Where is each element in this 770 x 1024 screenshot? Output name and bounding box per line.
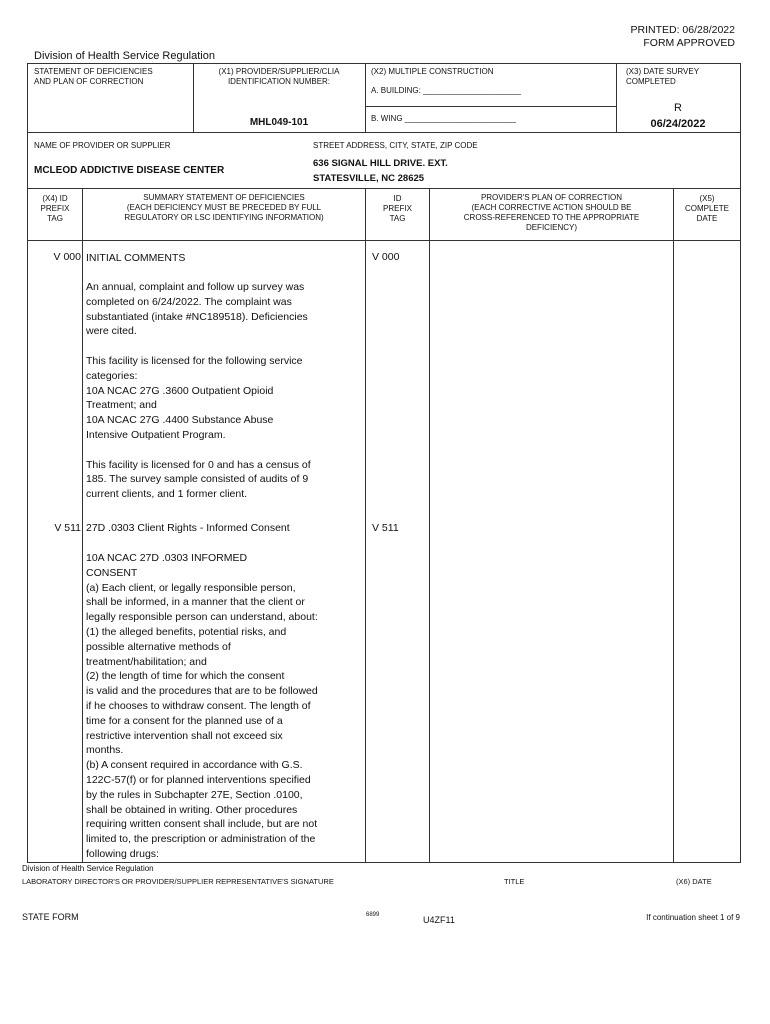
- entry-tag: V 000: [53, 251, 81, 263]
- division-title: Division of Health Service Regulation: [34, 50, 215, 62]
- printed-date: PRINTED: 06/28/2022: [630, 24, 735, 36]
- wing-label: B. WING _________________________: [371, 114, 517, 123]
- x2-label: (X2) MULTIPLE CONSTRUCTION: [371, 67, 494, 76]
- entry-body: 10A NCAC 27D .0303 INFORMED CONSENT (a) Each client, or legally responsible person, shall be informed, in a manner that the client or legally responsible person can understand, about: (1) the alleged benefits, potential risks, and possible alternative methods of treatment/habilitation; and (2) the length of time for which the consent is valid and the procedures that are to be followed if he chooses to withdraw consent. The length of time for a consent for the planned use of a restrictive intervention shall not exceed six months. (b) A consent required in accordance with G.S. 122C-57(f) or for planned interventions specified by the rules in Subchapter 27E, Section .0100, shall be obtained in writing. Other procedures requiring written consent shall include, but are not limited to, the prescription or administration of the following drugs:: [86, 552, 318, 860]
- x3-label: (X3) DATE SURVEY COMPLETED: [626, 67, 700, 86]
- col-summary-header: SUMMARY STATEMENT OF DEFICIENCIES (EACH DEFICIENCY MUST BE PRECEDED BY FULL REGULATORY OR LSC IDENTIFYING INFORMATION): [124, 193, 324, 222]
- address-label: STREET ADDRESS, CITY, STATE, ZIP CODE: [313, 141, 478, 150]
- provider-name: MCLEOD ADDICTIVE DISEASE CENTER: [34, 165, 225, 176]
- event-id: U4ZF11: [423, 915, 455, 925]
- provider-id: MHL049-101: [249, 117, 309, 128]
- footer-division: Division of Health Service Regulation: [22, 864, 154, 873]
- address-line-2: STATESVILLE, NC 28625: [313, 173, 425, 184]
- entry-tag: V 511: [54, 522, 81, 534]
- survey-date: 06/24/2022: [650, 118, 706, 130]
- signature-label: LABORATORY DIRECTOR'S OR PROVIDER/SUPPLIER REPRESENTATIVE'S SIGNATURE: [22, 877, 334, 886]
- col-x4-header: (X4) ID PREFIX TAG: [40, 194, 70, 223]
- building-label: A. BUILDING: ______________________: [371, 86, 521, 95]
- statement-label: STATEMENT OF DEFICIENCIES AND PLAN OF CORRECTION: [34, 67, 153, 86]
- col-plan-header: PROVIDER'S PLAN OF CORRECTION (EACH CORRECTIVE ACTION SHOULD BE CROSS-REFERENCED TO THE APPROPRIATE DEFICIENCY): [463, 193, 640, 232]
- entry-id-tag: V 511: [372, 522, 399, 534]
- entry-id-tag: V 000: [372, 251, 400, 263]
- continuation-sheet: If continuation sheet 1 of 9: [646, 913, 740, 922]
- form-code: 6899: [366, 912, 380, 918]
- state-form: STATE FORM: [22, 912, 79, 922]
- col-x5-header: (X5) COMPLETE DATE: [684, 194, 729, 223]
- col-id-header: ID PREFIX TAG: [383, 194, 412, 223]
- address-line-1: 636 SIGNAL HILL DRIVE. EXT.: [313, 158, 448, 169]
- provider-name-label: NAME OF PROVIDER OR SUPPLIER: [34, 141, 171, 150]
- form-status: FORM APPROVED: [643, 37, 735, 49]
- survey-code: R: [674, 102, 682, 114]
- entry-title: INITIAL COMMENTS: [86, 252, 186, 264]
- entry-title: 27D .0303 Client Rights - Informed Consent: [86, 522, 290, 534]
- title-label: TITLE: [504, 877, 525, 886]
- print-info: [631, 24, 735, 50]
- x1-label: (X1) PROVIDER/SUPPLIER/CLIA IDENTIFICATION NUMBER:: [218, 67, 340, 86]
- address: [313, 156, 448, 186]
- x6-date-label: (X6) DATE: [676, 877, 712, 886]
- entry-body: An annual, complaint and follow up survey was completed on 6/24/2022. The complaint was substantiated (intake #NC189518). Deficiencies were cited. This facility is licensed for the following service categories: 10A NCAC 27G .3600 Outpatient Opioid Treatment; and 10A NCAC 27G .4400 Substance Abuse Intensive Outpatient Program. This facility is licensed for 0 and has a census of 185. The survey sample consisted of audits of 9 current clients, and 1 former client.: [86, 281, 311, 501]
